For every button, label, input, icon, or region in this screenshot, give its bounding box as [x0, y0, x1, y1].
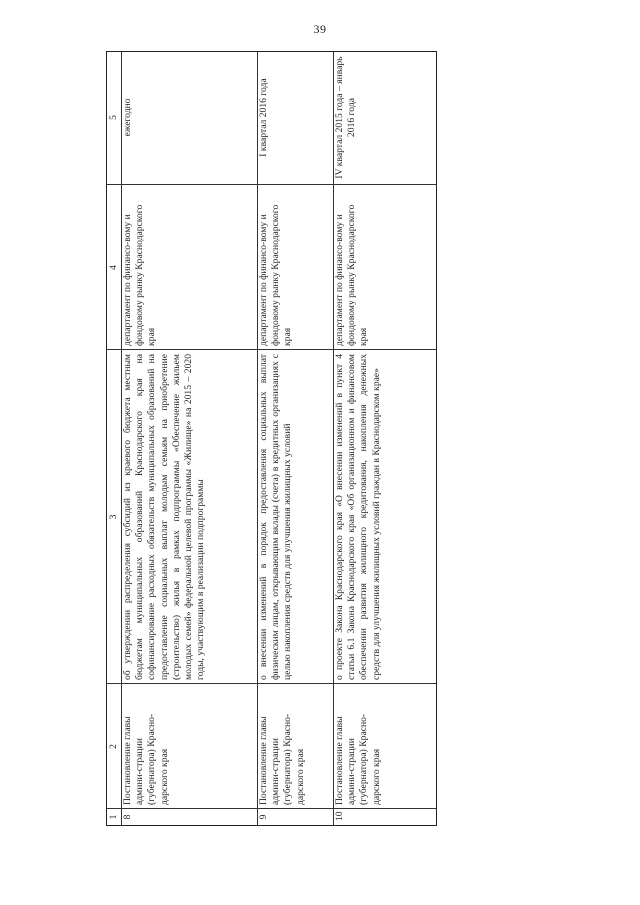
row-number: 9	[258, 814, 269, 820]
column-header-1: 1	[108, 814, 119, 820]
executor-cell: департамент по финансо-вому и фондовому рынку Краснодарского края	[258, 204, 294, 346]
row-number: 8	[122, 814, 133, 820]
executor-cell: департамент по финансо-вому и фондовому рынку Краснодарского края	[122, 204, 158, 346]
column-header-2: 2	[108, 744, 119, 749]
rotated-table-frame	[106, 51, 437, 826]
document-type-cell: Постановление главы админи-страции (губернатора) Красно-дарского края	[122, 713, 170, 805]
plan-table	[106, 51, 437, 826]
document-type-cell: Постановление главы админи-страции (губернатора) Красно-дарского края	[334, 713, 382, 805]
column-header-4: 4	[108, 265, 119, 270]
deadline-cell: I квартал 2016 года	[258, 78, 269, 157]
column-header-3: 3	[108, 514, 119, 520]
executor-cell: департамент по финансо-вому и фондовому рынку Краснодарского края	[334, 204, 370, 346]
column-header-5: 5	[108, 115, 119, 120]
document-subject-cell: о проекте Закона Краснодарского края «О внесении изменений в пункт 4 статьи 6.1 Закона Краснодарского края «Об организационном и финансовом обеспечении развития жилищного кредитования, накопления денежных средств для улучшения жилищных условий граждан в Краснодарском крае»	[334, 354, 382, 680]
row-number: 10	[334, 811, 345, 821]
deadline-cell: IV квартал 2015 года – январь 2016 года	[334, 56, 358, 179]
page-number: 39	[313, 22, 327, 36]
document-type-cell: Постановление главы админи-страции (губернатора) Красно-дарского края	[258, 713, 306, 805]
document-subject-cell: о внесении изменений в порядок предоставления социальных выплат физическим лицам, открывающим вклады (счета) в кредитных организациях с целью накопления средств для улучшения жилищных условий	[258, 354, 294, 680]
document-subject-cell: об утверждении распределения субсидий из краевого бюджета местным бюджетам муниципальных образований Краснодарского края на софинансирование расходных обязательств муниципальных образований на предоставление социальных выплат молодым семьям на приобретение (строительство) жилья в рамках подпрограммы «Обеспечение жильем молодых семей» федеральной целевой программы «Жилище» на 2015 – 2020 годы, участвующим в реализации подпрограммы	[122, 354, 207, 680]
deadline-cell: ежегодно	[122, 98, 133, 137]
